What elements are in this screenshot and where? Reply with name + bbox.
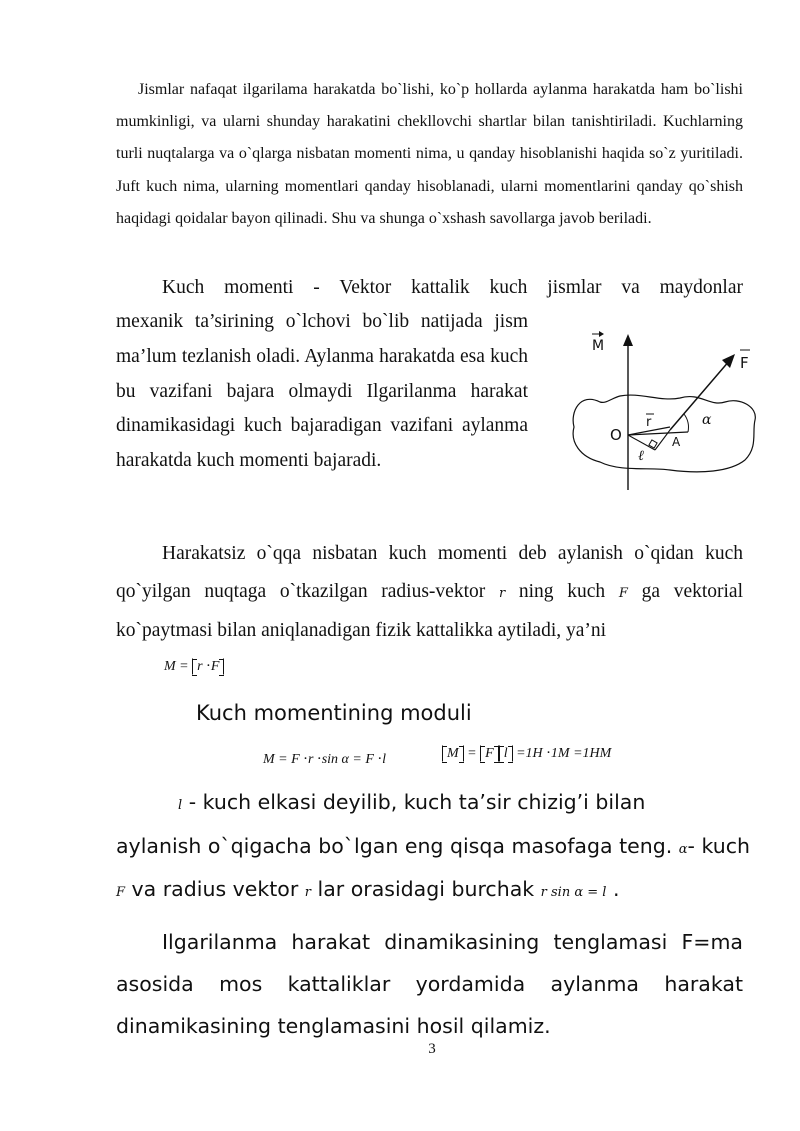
- page-number: 3: [428, 1041, 436, 1057]
- torque-modulus-heading: Kuch momentining moduli: [196, 701, 472, 725]
- lever-arm-definition-line-2: aylanish o`qigacha bo`lgan eng qisqa masofaga teng. α- kuch: [116, 834, 750, 858]
- formula-torque-units: M = F l =1H ⋅1M =1HM: [442, 745, 611, 762]
- force-arrowhead: [722, 354, 735, 368]
- angle-arc: [684, 414, 689, 432]
- formula-vector-product: M = r ⋅F: [164, 658, 224, 675]
- formula-lever-arm: r sin α = l: [540, 885, 607, 900]
- moment-label: M: [592, 338, 605, 354]
- torque-definition-paragraph: mexanik ta’sirining o`lchovi bo`lib natijada jism ma’lum tezlanish oladi. Aylanma harakatda esa kuch bu vazifani bajara olmaydi Ilgarilanma harakat dinamikasidagi kuch bajaradigan vazifani aylanma harakatda kuch momenti bajaradi.: [116, 311, 528, 472]
- radius-label: r: [646, 415, 652, 430]
- force-symbol: F: [618, 585, 628, 601]
- force-label: F: [740, 354, 749, 372]
- point-a-label: A: [672, 435, 681, 449]
- formula-torque-modulus: M = F ⋅r ⋅sin α = F ⋅l: [263, 752, 387, 767]
- torque-definition-first-line: Kuch momenti - Vektor kattalik kuch jismlar va maydonlar: [162, 277, 743, 298]
- lever-arm-label: ℓ: [638, 448, 644, 464]
- dynamics-equation-paragraph: Ilgarilanma harakat dinamikasining tenglamasi F=ma asosida mos kattaliklar yordamida aylanma harakat dinamikasining tenglamasini hosil qilamiz.: [116, 930, 743, 1038]
- origin-label: O: [610, 426, 622, 444]
- torque-diagram: [560, 322, 760, 502]
- torque-vector-definition: Harakatsiz o`qqa nisbatan kuch momenti deb aylanish o`qidan kuch qo`yilgan nuqtaga o`tkazilgan radius-vektor r ning kuch F ga vektorial ko`paytmasi bilan aniqlanadigan fizik kattalikka aytiladi, ya’ni: [116, 543, 744, 641]
- force-vector: [670, 360, 730, 430]
- radius-symbol: r: [498, 585, 506, 601]
- lever-arm-definition-line: l - kuch elkasi deyilib, kuch ta’sir chizig’i bilan: [178, 790, 646, 814]
- angle-definition-line: F va radius vektor r lar orasidagi burchak r sin α = l .: [116, 877, 620, 901]
- intro-paragraph: Jismlar nafaqat ilgarilama harakatda bo`lishi, ko`p hollarda aylanma harakatda ham bo`lishi mumkinligi, va ularni shunday harakatini chekllovchi shartlar bilan tanishtiriladi. Kuchlarning turli nuqtalarga va o`qlarga nisbatan momenti nima, u qanday hisoblanishi haqida so`z yuritiladi. Juft kuch nima, ularning momentlari qanday hisoblanadi, ularni momentlarini qanday qo`shish haqidagi qoidalar bayon qilinadi. Shu va shunga o`xshash savollarga javob beriladi.: [116, 81, 743, 227]
- formula-bracket: r ⋅F: [192, 658, 224, 675]
- axis-arrowhead: [623, 334, 633, 346]
- alpha-label: α: [702, 412, 712, 428]
